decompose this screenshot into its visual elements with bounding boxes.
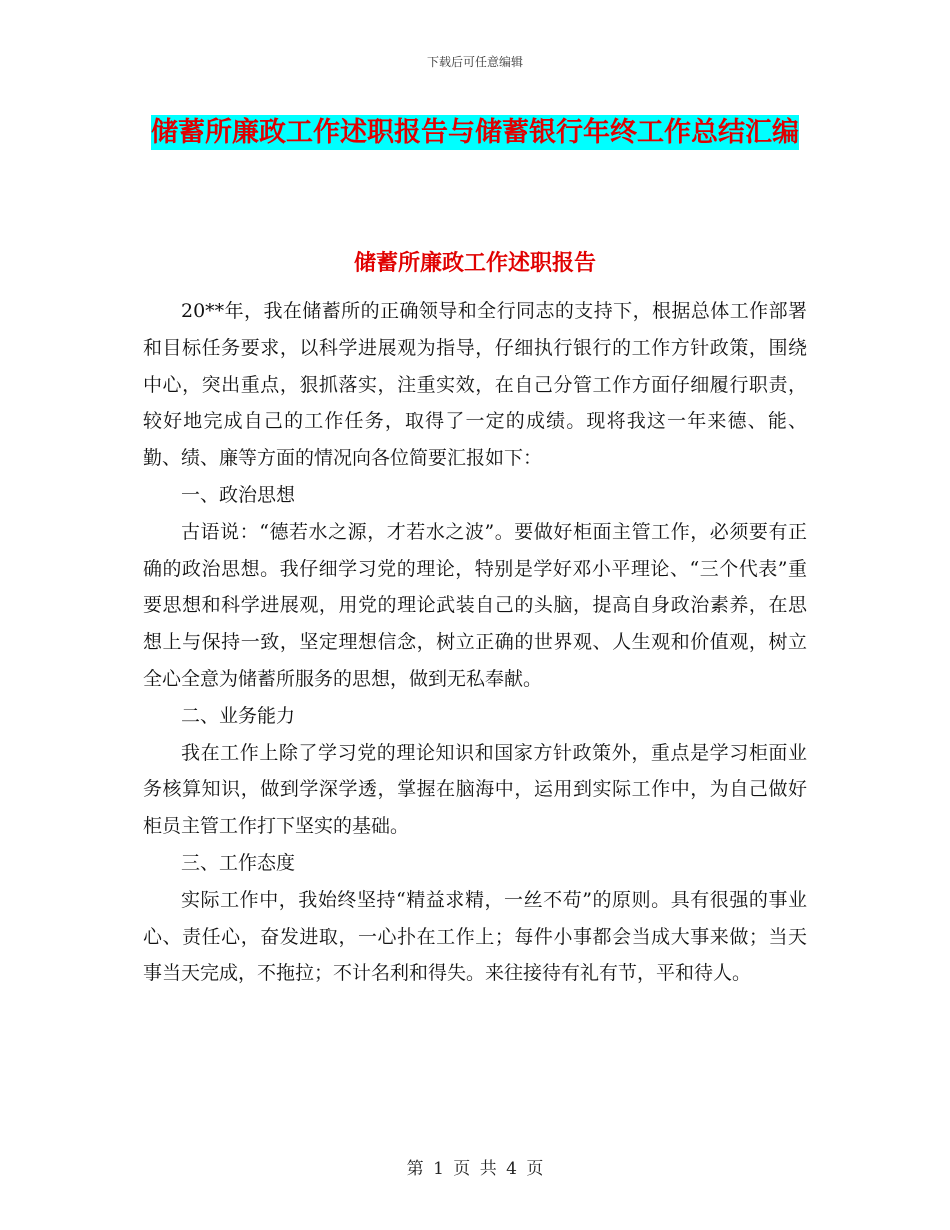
page-number-footer: 第 1 页 共 4 页	[406, 1159, 544, 1179]
heading-political-thought: 一、政治思想	[181, 483, 296, 506]
heading-work-attitude: 三、工作态度	[181, 851, 296, 874]
paragraph-business-ability: 我在工作上除了学习党的理论知识和国家方针政策外，重点是学习柜面业务核算知识，做到学深学透，掌握在脑海中，运用到实际工作中，为自己做好柜员主管工作打下坚实的基础。	[143, 741, 807, 838]
document-title-text: 储蓄所廉政工作述职报告与储蓄银行年终工作总结汇编	[151, 117, 799, 148]
header-note: 下载后可任意编辑	[426, 55, 523, 69]
paragraph-work-attitude: 实际工作中，我始终坚持“精益求精，一丝不苟”的原则。具有很强的事业心、责任心，奋发进取，一心扑在工作上；每件小事都会当成大事来做；当天事当天完成，不拖拉；不计名利和得失。来往接待有礼有节，平和待人。	[143, 888, 807, 985]
document-title	[140, 110, 810, 156]
paragraph-intro: 20**年，我在储蓄所的正确领导和全行同志的支持下，根据总体工作部署和目标任务要求，以科学进展观为指导，仔细执行银行的工作方针政策，围绕中心，突出重点，狠抓落实，注重实效，在自己分管工作方面仔细履行职责，较好地完成自己的工作任务，取得了一定的成绩。现将我这一年来德、能、勤、绩、廉等方面的情况向各位简要汇报如下：	[143, 300, 807, 470]
section-title: 储蓄所廉政工作述职报告	[353, 251, 596, 276]
heading-business-ability: 二、业务能力	[181, 704, 296, 727]
document-body	[143, 293, 807, 992]
paragraph-political-thought: 古语说：“德若水之源，才若水之波”。要做好柜面主管工作，必须要有正确的政治思想。我仔细学习党的理论，特别是学好邓小平理论、“三个代表”重要思想和科学进展观，用党的理论武装自己的头脑，提高自身政治素养，在思想上与保持一致，坚定理想信念，树立正确的世界观、人生观和价值观，树立全心全意为储蓄所服务的思想，做到无私奉献。	[143, 520, 807, 690]
